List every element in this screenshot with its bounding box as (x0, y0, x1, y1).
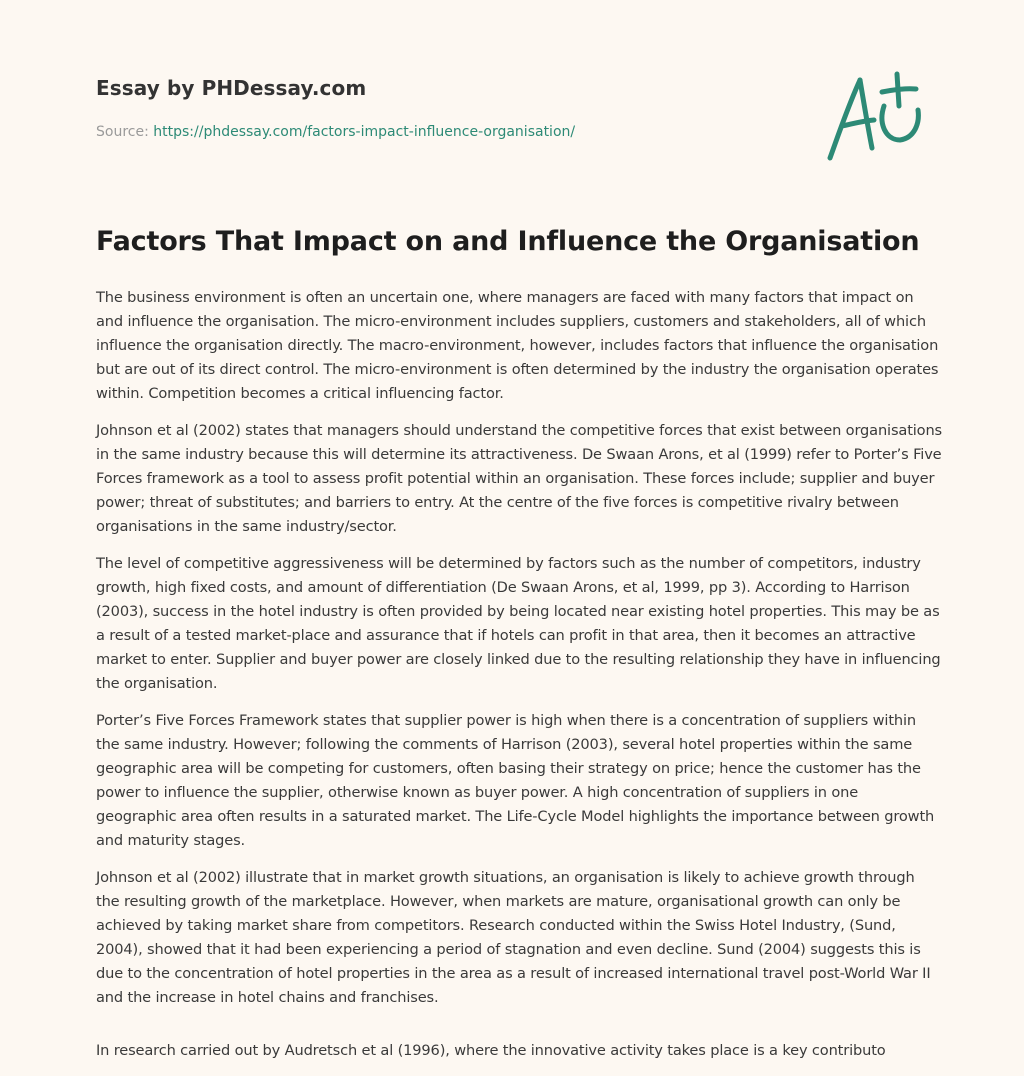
source-link[interactable]: https://phdessay.com/factors-impact-influence-organisation/ (153, 124, 576, 140)
article-body (96, 286, 942, 1023)
source-line (96, 124, 575, 140)
source-label: Source: (96, 124, 149, 140)
paragraph: The business environment is often an uncertain one, where managers are faced with many factors that impact on and influence the organisation. The micro-environment includes suppliers, customers and stakeholders, all of which influence the organisation directly. The macro-environment, however, includes factors that influence the organisation but are out of its direct control. The micro-environment is often determined by the industry the organisation operates within. Competition becomes a critical influencing factor. (96, 289, 939, 402)
a-plus-logo-icon (822, 66, 930, 166)
article-title: Factors That Impact on and Influence the Organisation (96, 226, 920, 257)
paragraph-truncated: In research carried out by Audretsch et al (1996), where the innovative activity takes place is a key contributo (96, 1042, 886, 1059)
paragraph: The level of competitive aggressiveness will be determined by factors such as the number of competitors, industry growth, high fixed costs, and amount of differentiation (De Swaan Arons, et al, 1999, pp 3). According to Harrison (2003), success in the hotel industry is often provided by being located near existing hotel properties. This may be as a result of a tested market-place and assurance that if hotels can profit in that area, then it becomes an attractive market to enter. Supplier and buyer power are closely linked due to the resulting relationship they have in influencing the organisation. (96, 555, 941, 692)
paragraph: Porter’s Five Forces Framework states that supplier power is high when there is a concentration of suppliers within the same industry. However; following the comments of Harrison (2003), several hotel properties within the same geographic area will be competing for customers, often basing their strategy on price; hence the customer has the power to influence the supplier, otherwise known as buyer power. A high concentration of suppliers in one geographic area often results in a saturated market. The Life-Cycle Model highlights the importance between growth and maturity stages. (96, 712, 935, 849)
paragraph: Johnson et al (2002) illustrate that in market growth situations, an organisation is likely to achieve growth through the resulting growth of the marketplace. However, when markets are mature, organisational growth can only be achieved by taking market share from competitors. Research conducted within the Swiss Hotel Industry, (Sund, 2004), showed that it had been experiencing a period of stagnation and even decline. Sund (2004) suggests this is due to the concentration of hotel properties in the area as a result of increased international travel post-World War II and the increase in hotel chains and franchises. (96, 869, 931, 1006)
site-header (96, 76, 796, 100)
site-title: Essay by PHDessay.com (96, 76, 367, 100)
paragraph: Johnson et al (2002) states that managers should understand the competitive forces that exist between organisations in the same industry because this will determine its attractiveness. De Swaan Arons, et al (1999) refer to Porter’s Five Forces framework as a tool to assess profit potential within an organisation. These forces include; supplier and buyer power; threat of substitutes; and barriers to entry. At the centre of the five forces is competitive rivalry between organisations in the same industry/sector. (96, 422, 942, 535)
